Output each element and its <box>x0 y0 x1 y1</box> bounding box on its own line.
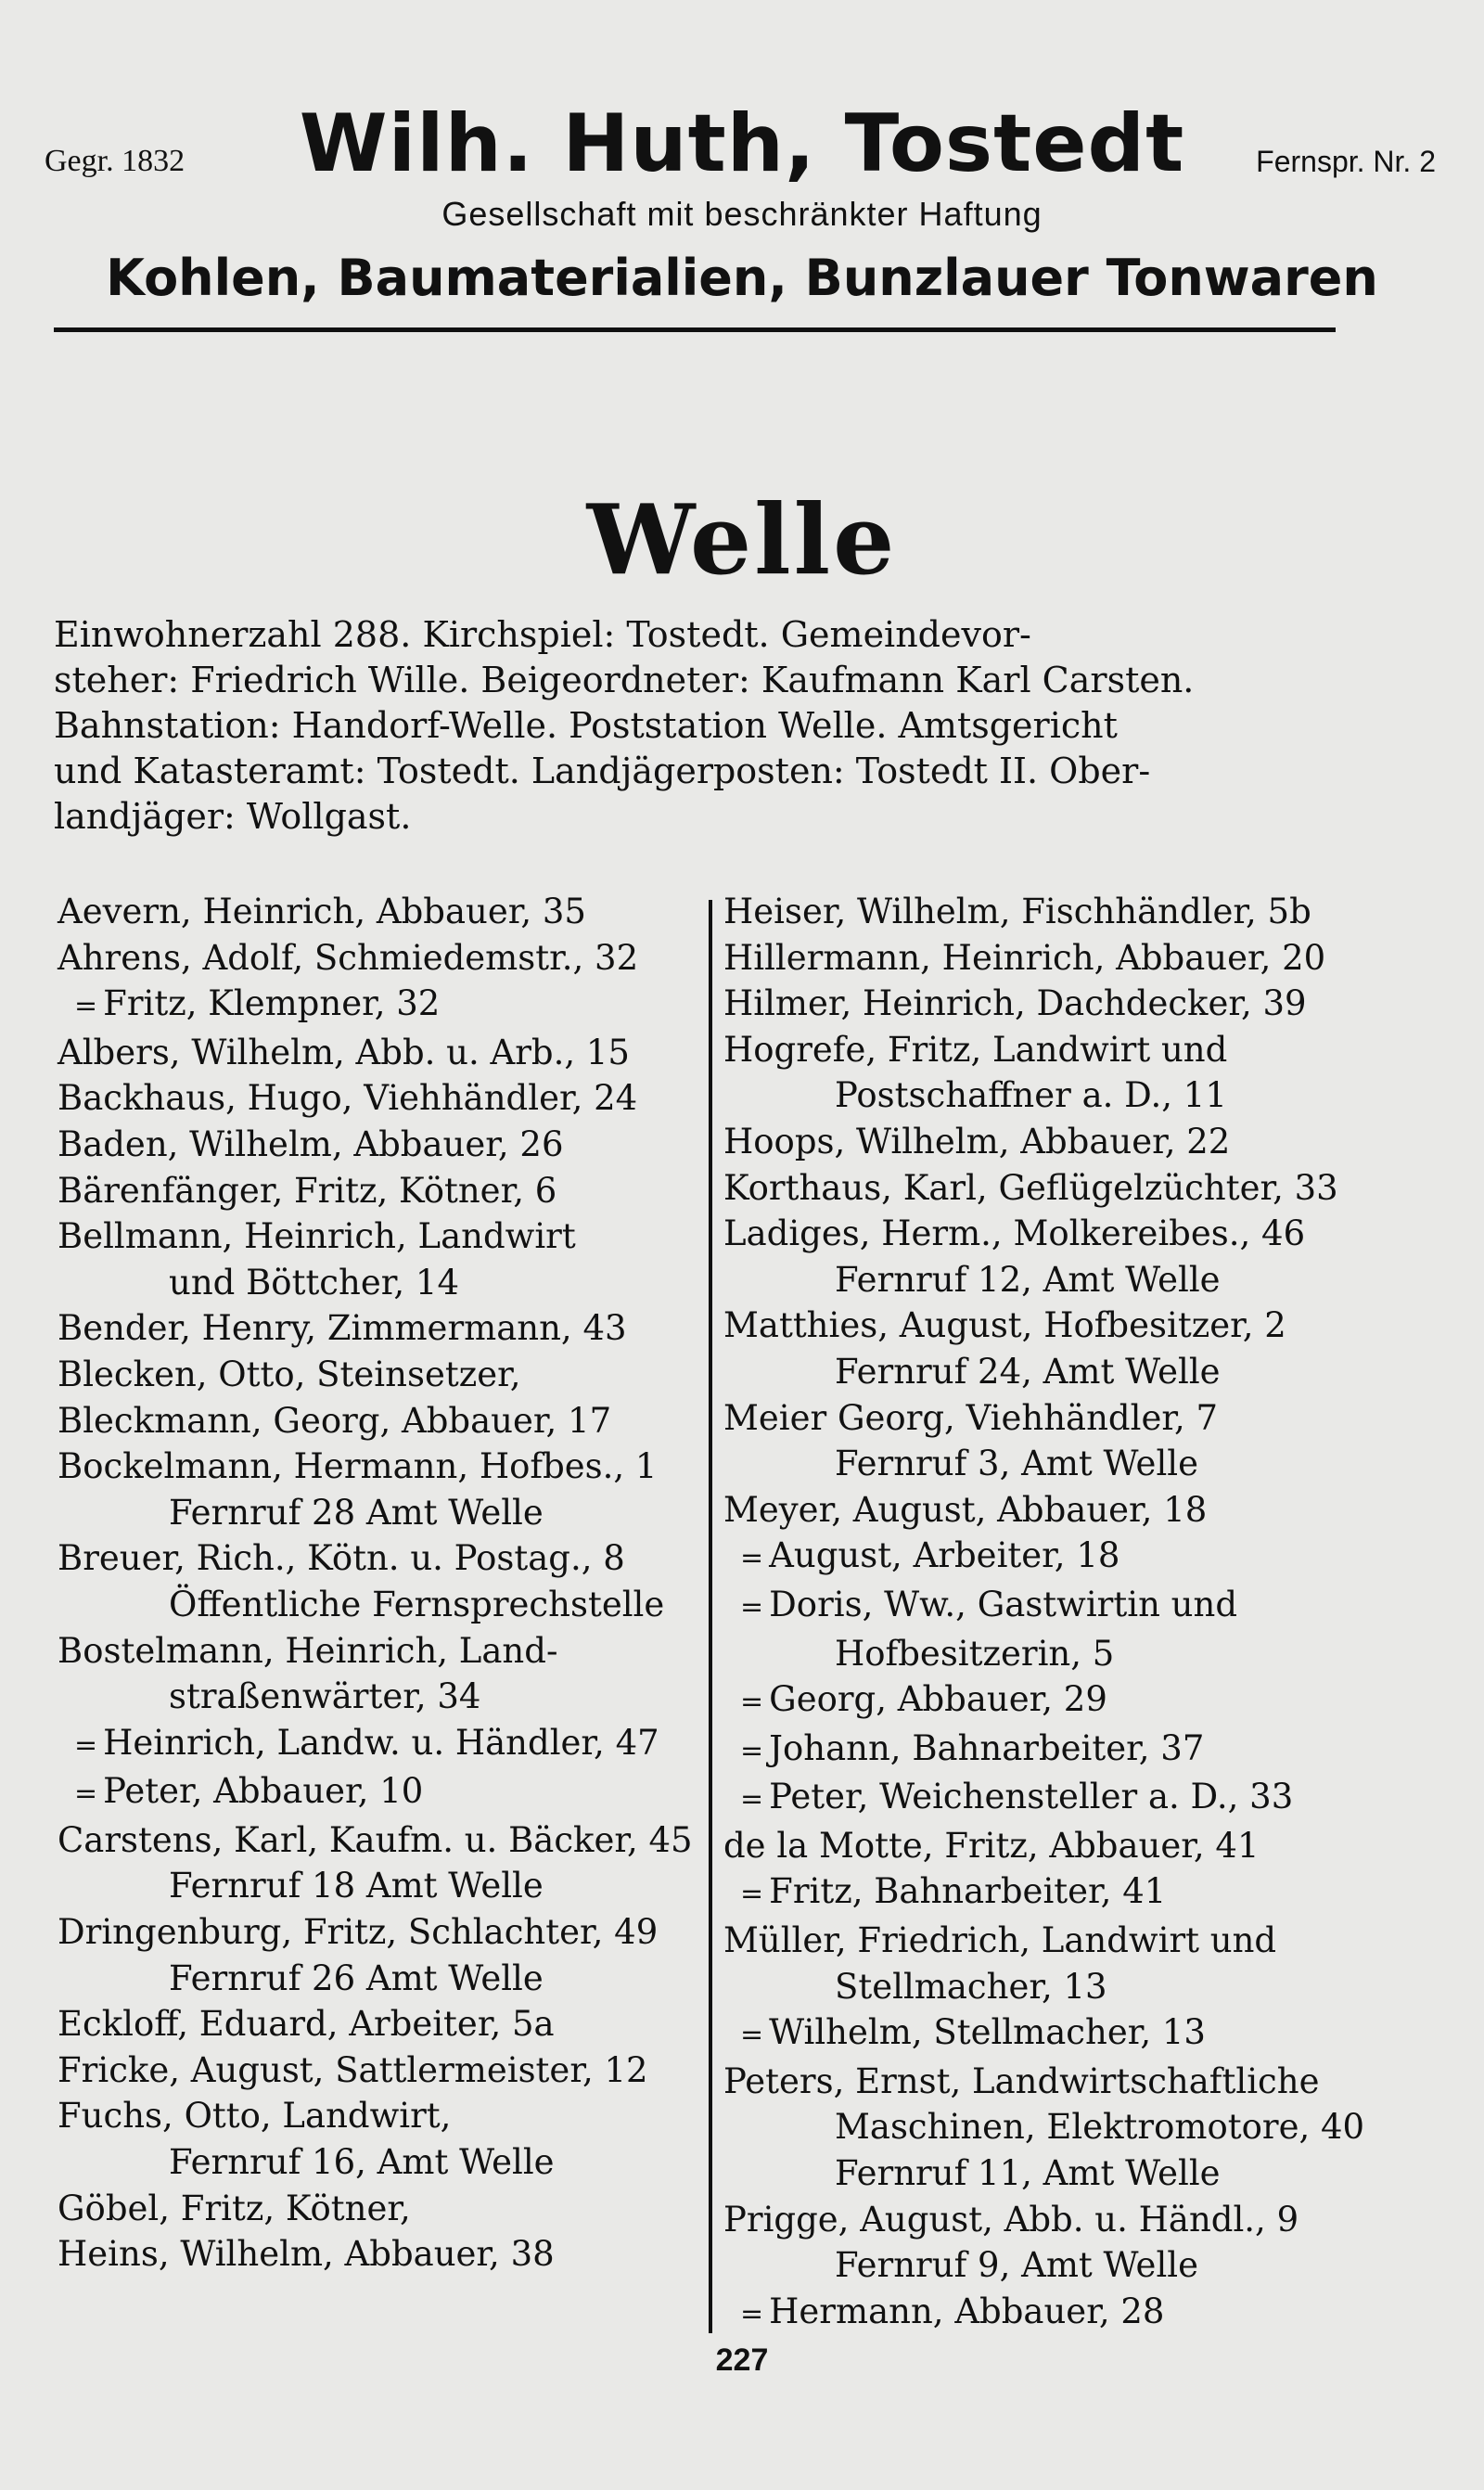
directory-entry <box>58 1490 707 1536</box>
entry-text: Johann, Bahnarbeiter, 37 <box>769 1727 1205 1768</box>
intro-line: steher: Friedrich Wille. Beigeordneter: Kaufmann Karl Carsten. <box>54 660 1195 700</box>
directory-entry <box>723 1918 1396 1964</box>
entry-text: Fricke, August, Sattlermeister, 12 <box>58 2049 648 2090</box>
ditto-mark: = <box>740 1590 764 1624</box>
directory-entry <box>58 935 707 982</box>
directory-entry <box>58 2139 707 2186</box>
entry-text: Hoops, Wilhelm, Abbauer, 22 <box>723 1121 1231 1162</box>
directory-entry <box>723 1582 1396 1631</box>
entry-text: Heinrich, Landw. u. Händler, 47 <box>103 1722 659 1763</box>
directory-entry <box>723 2009 1396 2059</box>
entry-text: Georg, Abbauer, 29 <box>769 1679 1107 1720</box>
directory-entry <box>723 1676 1396 1726</box>
intro-line: und Katasteramt: Tostedt. Landjägerposten: Tostedt II. Ober- <box>54 751 1151 791</box>
ad-legal-form: Gesellschaft mit beschränkter Haftung <box>441 195 1043 233</box>
directory-entry <box>58 1260 707 1306</box>
entry-text: Fernruf 26 Amt Welle <box>169 1957 544 1998</box>
ditto-mark: = <box>740 2297 764 2330</box>
ditto-mark: = <box>740 2019 764 2052</box>
advertisement-header <box>37 88 1447 199</box>
ad-products: Kohlen, Baumaterialien, Bunzlauer Tonwaren <box>106 249 1378 307</box>
entry-text: Fritz, Klempner, 32 <box>103 983 441 1024</box>
directory-entry <box>723 935 1396 982</box>
entry-text: Fernruf 28 Amt Welle <box>169 1492 544 1533</box>
entry-text: Hilmer, Heinrich, Dachdecker, 39 <box>723 983 1307 1024</box>
entry-text: Ahrens, Adolf, Schmiedemstr., 32 <box>58 937 639 978</box>
entry-text: Prigge, August, Abb. u. Händl., 9 <box>723 2199 1299 2240</box>
directory-entry <box>58 1398 707 1444</box>
directory-entry <box>723 1631 1396 1677</box>
entry-text: Fuchs, Otto, Landwirt, <box>58 2096 452 2137</box>
directory-entry <box>58 2186 707 2232</box>
entry-text: Dringenburg, Fritz, Schlachter, 49 <box>58 1912 659 1953</box>
entry-text: Aevern, Heinrich, Abbauer, 35 <box>58 892 586 931</box>
directory-entry <box>58 2093 707 2139</box>
entry-text: Wilhelm, Stellmacher, 13 <box>769 2012 1206 2053</box>
entry-text: Hillermann, Heinrich, Abbauer, 20 <box>723 937 1326 978</box>
entry-text: Heins, Wilhelm, Abbauer, 38 <box>58 2234 555 2275</box>
entry-text: Maschinen, Elektromotore, 40 <box>835 2107 1365 2148</box>
entry-text: Bostelmann, Heinrich, Land- <box>58 1630 558 1671</box>
directory-entry <box>723 889 1396 935</box>
entry-text: Göbel, Fritz, Kötner, <box>58 2188 411 2228</box>
ditto-mark: = <box>740 1542 764 1575</box>
ditto-mark: = <box>740 1686 764 1719</box>
entry-text: und Böttcher, 14 <box>169 1262 459 1303</box>
directory-entry <box>723 2150 1396 2197</box>
directory-entry <box>58 1122 707 1168</box>
directory-entry <box>723 2197 1396 2243</box>
directory-entry <box>58 1075 707 1122</box>
directory-entry <box>723 1823 1396 1869</box>
directory-entry <box>723 2104 1396 2150</box>
entry-text: Matthies, August, Hofbesitzer, 2 <box>723 1305 1286 1346</box>
entry-text: straßenwärter, 34 <box>169 1676 481 1717</box>
directory-entry <box>723 1395 1396 1442</box>
entry-text: Bender, Henry, Zimmermann, 43 <box>58 1308 627 1349</box>
entry-text: Postschaffner a. D., 11 <box>835 1075 1227 1116</box>
directory-entry <box>723 1964 1396 2010</box>
entry-text: Fernruf 11, Amt Welle <box>835 2153 1221 2194</box>
directory-entry <box>58 1909 707 1956</box>
entry-text: Öffentliche Fernsprechstelle <box>169 1584 665 1624</box>
entry-text: Doris, Ww., Gastwirtin und <box>769 1584 1238 1624</box>
village-title: Welle <box>586 482 898 597</box>
directory-entry <box>58 1213 707 1260</box>
ditto-mark: = <box>74 990 98 1023</box>
entry-text: Hofbesitzerin, 5 <box>835 1633 1115 1674</box>
directory-entry <box>723 1303 1396 1349</box>
entry-text: Fernruf 18 Amt Welle <box>169 1866 544 1906</box>
directory-entry <box>723 981 1396 1027</box>
entry-text: Ladiges, Herm., Molkereibes., 46 <box>723 1213 1306 1254</box>
ditto-mark: = <box>74 1778 98 1811</box>
entry-text: Meyer, August, Abbauer, 18 <box>723 1489 1208 1530</box>
ad-company-name: Wilh. Huth, Tostedt <box>299 97 1185 190</box>
entry-text: Fernruf 9, Amt Welle <box>835 2245 1199 2286</box>
ditto-mark: = <box>74 1728 98 1762</box>
directory-entry <box>58 889 707 935</box>
intro-line: Einwohnerzahl 288. Kirchspiel: Tostedt. Gemeindevor- <box>54 614 1031 655</box>
directory-entry <box>58 1863 707 1909</box>
entry-text: Bockelmann, Hermann, Hofbes., 1 <box>58 1446 658 1487</box>
entry-text: Bleckmann, Georg, Abbauer, 17 <box>58 1400 612 1441</box>
directory-entry <box>723 1072 1396 1119</box>
entry-text: Baden, Wilhelm, Abbauer, 26 <box>58 1123 564 1164</box>
entry-text: Bärenfänger, Fritz, Kötner, 6 <box>58 1170 557 1211</box>
intro-line: Bahnstation: Handorf-Welle. Poststation Welle. Amtsgericht <box>54 705 1118 746</box>
entry-text: Hermann, Abbauer, 28 <box>769 2291 1165 2331</box>
entry-text: Blecken, Otto, Steinsetzer, <box>58 1354 521 1394</box>
directory-entry <box>723 1533 1396 1582</box>
entry-text: Heiser, Wilhelm, Fischhändler, 5b <box>723 892 1311 931</box>
entry-text: Fritz, Bahnarbeiter, 41 <box>769 1871 1167 1912</box>
entry-text: Korthaus, Karl, Geflügelzüchter, 33 <box>723 1167 1338 1208</box>
ad-founded-year: Gegr. 1832 <box>45 144 186 178</box>
entry-text: Carstens, Karl, Kaufm. u. Bäcker, 45 <box>58 1819 693 1860</box>
directory-entry <box>58 1030 707 1076</box>
entry-text: Fernruf 3, Amt Welle <box>835 1444 1199 1484</box>
directory-entry <box>58 1817 707 1864</box>
directory-entry <box>723 1165 1396 1212</box>
directory-entry <box>723 1211 1396 1257</box>
entry-text: Fernruf 12, Amt Welle <box>835 1259 1221 1300</box>
directory-entry <box>58 1582 707 1628</box>
residents-left-column <box>58 889 707 2278</box>
directory-entry <box>723 2242 1396 2289</box>
entry-text: Stellmacher, 13 <box>835 1966 1107 2007</box>
directory-entry <box>58 1628 707 1675</box>
intro-line: landjäger: Wollgast. <box>54 796 412 837</box>
directory-entry <box>723 1487 1396 1534</box>
entry-text: Fernruf 16, Amt Welle <box>169 2142 555 2183</box>
entry-text: Peters, Ernst, Landwirtschaftliche <box>723 2060 1320 2101</box>
entry-text: Backhaus, Hugo, Viehhändler, 24 <box>58 1078 638 1119</box>
entry-text: Peter, Abbauer, 10 <box>103 1771 424 1812</box>
directory-entry <box>58 2047 707 2094</box>
page-number: 227 <box>715 2342 769 2378</box>
directory-entry <box>58 1168 707 1214</box>
directory-entry <box>58 1535 707 1582</box>
header-divider-rule <box>54 327 1336 332</box>
entry-text: August, Arbeiter, 18 <box>769 1535 1120 1576</box>
entry-text: Bellmann, Heinrich, Landwirt <box>58 1216 576 1257</box>
directory-entry <box>58 2001 707 2047</box>
directory-entry <box>723 1441 1396 1487</box>
ditto-mark: = <box>740 1734 764 1767</box>
directory-entry <box>58 1720 707 1769</box>
residents-right-column <box>723 889 1396 2337</box>
column-divider <box>709 900 712 2333</box>
directory-entry <box>58 2231 707 2278</box>
entry-text: Albers, Wilhelm, Abb. u. Arb., 15 <box>58 1032 630 1072</box>
entry-text: Fernruf 24, Amt Welle <box>835 1351 1221 1392</box>
directory-entry <box>723 1257 1396 1303</box>
ditto-mark: = <box>740 1783 764 1816</box>
directory-entry <box>723 1119 1396 1165</box>
entry-text: Peter, Weichensteller a. D., 33 <box>769 1777 1294 1817</box>
ad-phone-number: Fernspr. Nr. 2 <box>1256 145 1436 178</box>
directory-entry <box>58 1305 707 1352</box>
village-intro <box>54 612 1343 840</box>
ditto-mark: = <box>740 1878 764 1911</box>
entry-text: de la Motte, Fritz, Abbauer, 41 <box>723 1825 1260 1866</box>
directory-entry <box>58 1768 707 1817</box>
directory-entry <box>723 2289 1396 2338</box>
directory-entry <box>723 1868 1396 1918</box>
directory-entry <box>723 1726 1396 1775</box>
directory-entry <box>58 1444 707 1490</box>
directory-entry <box>58 1674 707 1720</box>
directory-entry <box>723 1027 1396 1073</box>
entry-text: Müller, Friedrich, Landwirt und <box>723 1920 1277 1961</box>
directory-entry <box>723 2059 1396 2105</box>
entry-text: Breuer, Rich., Kötn. u. Postag., 8 <box>58 1538 625 1579</box>
directory-entry <box>58 1956 707 2002</box>
directory-entry <box>723 1349 1396 1395</box>
entry-text: Hogrefe, Fritz, Landwirt und <box>723 1029 1228 1070</box>
directory-entry <box>723 1774 1396 1823</box>
entry-text: Eckloff, Eduard, Arbeiter, 5a <box>58 2004 555 2045</box>
directory-entry <box>58 981 707 1030</box>
entry-text: Meier Georg, Viehhändler, 7 <box>723 1397 1219 1438</box>
directory-entry <box>58 1352 707 1398</box>
